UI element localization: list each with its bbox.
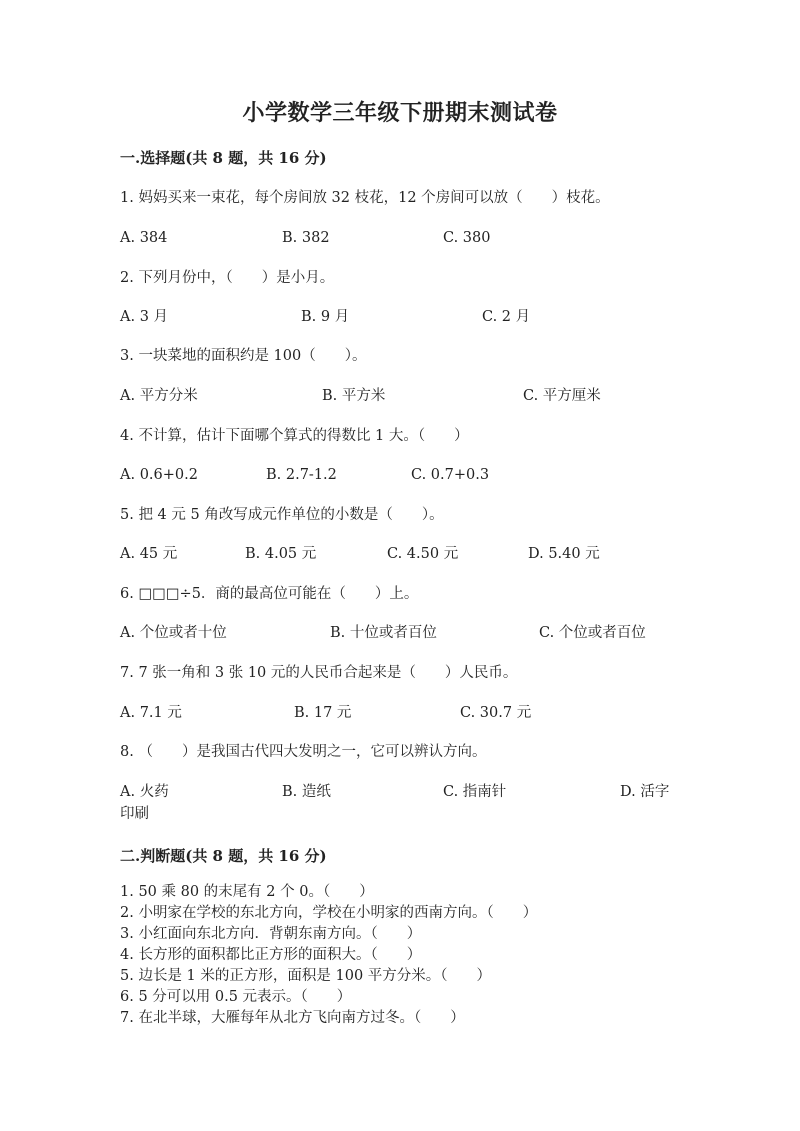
option-b: B. 十位或者百位 — [330, 625, 437, 641]
option-c: C. 平方厘米 — [523, 388, 601, 404]
option-a: A. 7.1 元 — [120, 705, 182, 721]
option-c: C. 0.7+0.3 — [411, 467, 490, 483]
option-a: A. 平方分米 — [120, 388, 198, 404]
option-b: B. 平方米 — [322, 388, 386, 404]
option-c: C. 2 月 — [482, 309, 531, 325]
option-c: C. 个位或者百位 — [539, 625, 646, 641]
option-b: B. 2.7-1.2 — [266, 467, 337, 483]
tf-item: 6. 5 分可以用 0.5 元表示。（ ） — [120, 989, 352, 1005]
option-b: B. 4.05 元 — [245, 546, 317, 562]
tf-item: 7. 在北半球，大雁每年从北方飞向南方过冬。（ ） — [120, 1010, 465, 1026]
question-stem: 6. □□□÷5．商的最高位可能在（ ）上。 — [120, 586, 419, 602]
option-a: A. 3 月 — [120, 309, 169, 325]
option-a: A. 45 元 — [120, 546, 178, 562]
option-a: A. 0.6+0.2 — [120, 467, 198, 483]
question-stem: 8. （ ）是我国古代四大发明之一，它可以辨认方向。 — [120, 744, 487, 760]
option-b: B. 造纸 — [282, 784, 331, 800]
option-b: B. 382 — [282, 230, 330, 246]
tf-item: 1. 50 乘 80 的末尾有 2 个 0。（ ） — [120, 884, 374, 900]
option-a: A. 个位或者十位 — [120, 625, 227, 641]
question-stem: 2. 下列月份中，（ ）是小月。 — [120, 270, 335, 286]
option-b: B. 17 元 — [294, 705, 352, 721]
option-a: A. 火药 — [120, 784, 169, 800]
question-stem: 7. 7 张一角和 3 张 10 元的人民币合起来是（ ）人民币。 — [120, 665, 518, 681]
option-a: A. 384 — [120, 230, 168, 246]
tf-item: 5. 边长是 1 米的正方形，面积是 100 平方分米。（ ） — [120, 968, 492, 984]
option-d: D. 活字 — [620, 784, 670, 800]
tf-item: 2. 小明家在学校的东北方向，学校在小明家的西南方向。（ ） — [120, 905, 538, 921]
question-stem: 1. 妈妈买来一束花，每个房间放 32 枝花，12 个房间可以放（ ）枝花。 — [120, 190, 610, 206]
exam-title: 小学数学三年级下册期末测试卷 — [242, 100, 558, 126]
option-c: C. 30.7 元 — [460, 705, 532, 721]
option-c: C. 4.50 元 — [387, 546, 459, 562]
option-c: C. 指南针 — [443, 784, 507, 800]
option-d: D. 5.40 元 — [528, 546, 600, 562]
option-c: C. 380 — [443, 230, 491, 246]
option-d-continuation: 印刷 — [120, 806, 149, 822]
section-heading-choice: 一.选择题(共 8 题，共 16 分) — [120, 149, 327, 167]
tf-item: 4. 长方形的面积都比正方形的面积大。（ ） — [120, 947, 422, 963]
option-b: B. 9 月 — [301, 309, 350, 325]
question-stem: 4. 不计算，估计下面哪个算式的得数比 1 大。（ ） — [120, 428, 469, 444]
question-stem: 3. 一块菜地的面积约是 100（ ）。 — [120, 348, 367, 364]
section-heading-true-false: 二.判断题(共 8 题，共 16 分) — [120, 847, 327, 865]
tf-item: 3. 小红面向东北方向．背朝东南方向。（ ） — [120, 926, 422, 942]
question-stem: 5. 把 4 元 5 角改写成元作单位的小数是（ ）。 — [120, 507, 444, 523]
